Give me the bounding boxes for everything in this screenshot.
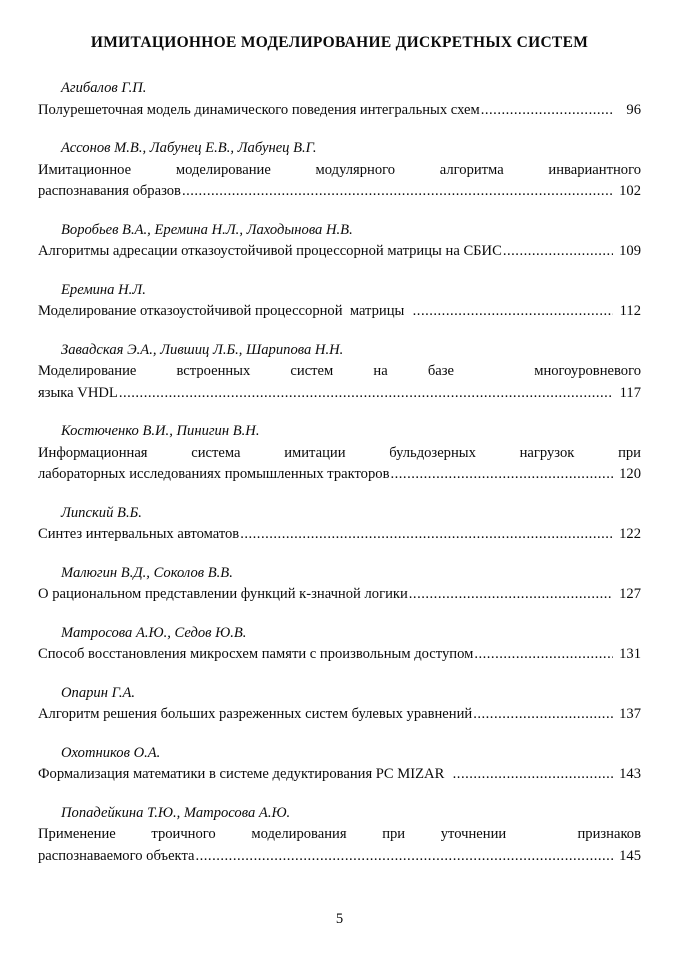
entry-title-line [38,524,641,546]
toc-entry [38,280,641,323]
entry-lines [38,704,641,726]
entry-page-number: 96 [626,101,641,118]
entry-title-line [38,464,641,486]
entry-lines [38,764,641,786]
entry-title-text: Алгоритм решения больших разреженных систем булевых уравнений [38,706,473,722]
entry-authors: Завадская Э.А., Лившиц Л.Б., Шарипова Н.Н. [61,341,344,358]
entry-page-number: 117 [619,384,641,401]
footer-page-number: 5 [335,911,344,927]
entry-authors: Воробьев В.А., Еремина Н.Л., Лаходынова Н.В. [61,221,353,238]
entry-title-text: распознавания образов [38,183,181,199]
entry-authors: Агибалов Г.П. [61,80,147,96]
dot-leader [413,301,613,323]
entry-title-line [38,241,641,263]
entry-title-text: Полурешеточная модель динамического поведения интегральных схем [38,101,480,118]
entry-page-number: 127 [619,586,641,602]
entry-lines [38,824,641,867]
entry-title-line [38,764,641,786]
entry-title-text: лабораторных исследованиях промышленных тракторов [38,466,390,482]
toc-entry [38,220,641,263]
toc-list [38,78,641,867]
toc-entry [38,503,641,546]
dot-leader [473,704,613,726]
entry-title-text: Алгоритмы адресации отказоустойчивой процессорной матрицы на СБИС [38,243,502,259]
entry-lines [38,361,641,404]
toc-entry [38,138,641,203]
entry-title-line [38,644,641,666]
entry-title-line [38,181,641,203]
entry-authors: Малюгин В.Д., Соколов В.В. [61,564,233,581]
entry-title-line [38,301,641,323]
entry-authors: Опарин Г.А. [61,684,136,701]
toc-entry [38,743,641,786]
dot-leader [119,383,613,405]
toc-entry [38,421,641,486]
entry-title-line [38,846,641,868]
entry-authors: Костюченко В.И., Пинигин В.Н. [61,423,260,439]
entry-title-line [38,584,641,606]
entry-lines [38,100,641,122]
toc-entry [38,340,641,405]
entry-page-number: 145 [619,847,641,864]
entry-lines [38,584,641,606]
dot-leader [240,524,613,546]
entry-lines [38,443,641,486]
dot-leader [503,241,613,263]
entry-page-number: 109 [619,243,641,259]
entry-title-text: распознаваемого объекта [38,847,195,864]
page-title: ИМИТАЦИОННОЕ МОДЕЛИРОВАНИЕ ДИСКРЕТНЫХ СИСТЕМ [90,34,589,51]
entry-title-text: Формализация математики в системе дедуктирования PC MIZAR [38,766,452,782]
toc-entry [38,563,641,606]
entry-page-number: 143 [619,766,641,782]
entry-lines [38,524,641,546]
entry-page-number: 122 [619,526,641,542]
entry-page-number: 137 [619,706,641,722]
entry-page-number: 102 [619,183,641,199]
entry-page-number: 112 [619,303,641,319]
dot-leader [481,100,613,122]
entry-authors: Ассонов М.В., Лабунец Е.В., Лабунец В.Г. [61,140,317,156]
dot-leader [453,764,613,786]
dot-leader [195,846,613,868]
toc-entry [38,803,641,868]
dot-leader [474,644,613,666]
entry-lines [38,644,641,666]
entry-title-text: Синтез интервальных автоматов [38,526,240,542]
entry-title-line: Применение троичного моделирования при уточнении признаков [38,826,641,842]
entry-title-text: Способ восстановления микросхем памяти с произвольным доступом [38,646,474,662]
entry-authors: Матросова А.Ю., Седов Ю.В. [61,624,247,641]
dot-leader [390,464,613,486]
entry-lines [38,160,641,203]
entry-title-line [38,100,641,122]
dot-leader [182,181,613,203]
entry-title-line: Моделирование встроенных систем на базе многоуровневого [38,363,641,379]
entry-title-line: Имитационное моделирование модулярного алгоритма инвариантного [38,161,641,178]
toc-entry [38,683,641,726]
entry-authors: Липский В.Б. [61,504,142,521]
toc-entry [38,78,641,121]
entry-title-text: Моделирование отказоустойчивой процессорной матрицы [38,303,412,319]
toc-entry [38,623,641,666]
entry-title-line [38,383,641,405]
entry-authors: Охотников О.А. [61,744,161,761]
entry-page-number: 120 [619,466,641,482]
entry-page-number: 131 [619,646,641,662]
entry-title-text: О рациональном представлении функций к-значной логики [38,586,408,602]
entry-title-text: языка VHDL [38,384,118,401]
entry-title-line: Информационная система имитации бульдозерных нагрузок при [38,444,641,461]
entry-authors: Еремина Н.Л. [61,281,146,298]
dot-leader [409,584,613,606]
entry-authors: Попадейкина Т.Ю., Матросова А.Ю. [61,804,291,821]
entry-lines [38,301,641,323]
entry-title-line [38,704,641,726]
entry-lines [38,241,641,263]
